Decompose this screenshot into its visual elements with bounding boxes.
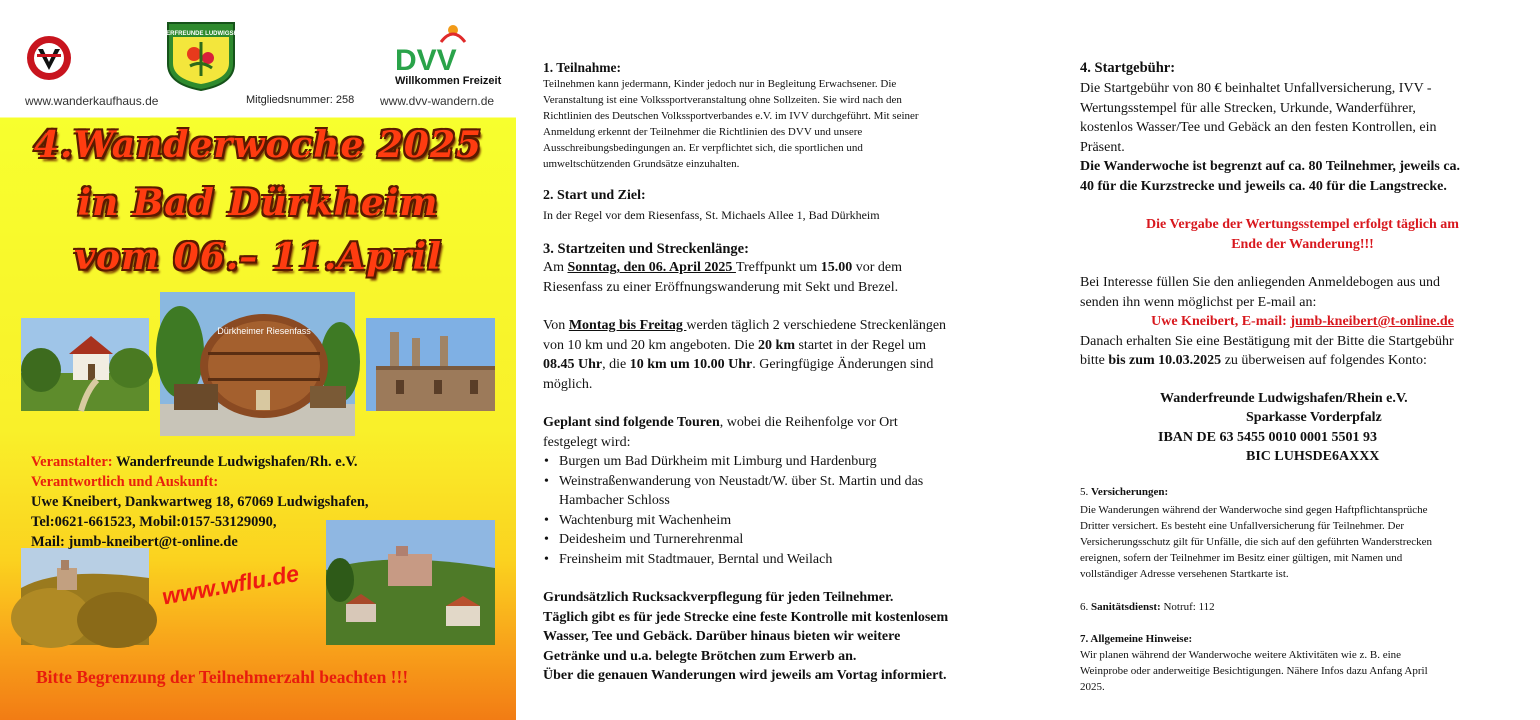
section-7-l3: 2025. — [1080, 681, 1105, 693]
sunday-date: Sonntag, den 06. April 2025 — [567, 260, 736, 275]
weekday-range: Montag bis Freitag — [568, 318, 687, 333]
section-7-l1: Wir planen während der Wanderwoche weitere Aktivitäten wie z. B. eine — [1080, 649, 1402, 661]
section-2-text: In der Regel vor dem Riesenfass, St. Michaels Allee 1, Bad Dürkheim — [543, 208, 880, 222]
section-sanitaetsdienst — [1080, 599, 1525, 615]
bank-holder: Wanderfreunde Ludwigshafen/Rhein e.V. — [1160, 390, 1408, 406]
stamp-notice-1: Die Vergabe der Wertungsstempel erfolgt täglich am — [1146, 217, 1459, 232]
wanderfreunde-logo-text: WANDERFREUNDE LUDWIGSHAFEN — [147, 31, 255, 37]
section-3-sunday-2: Riesenfass zu einer Eröffnungswanderung mit Sekt und Brezel. — [543, 279, 899, 295]
photo-riesenfass — [160, 292, 355, 436]
section-3-sunday — [543, 258, 1023, 278]
list-item-cont: Hambacher Schloss — [559, 493, 670, 508]
text: werden täglich 2 verschiedene Streckenlängen — [686, 318, 947, 333]
section-1-text-3: Richtlinien des Deutschen Volkssportverbandes e.V. im IVV durchgeführt. Mit seiner — [543, 110, 919, 122]
headline-line-3: vom 06.– 11.April — [74, 236, 442, 278]
headline-line-1: 4.Wanderwoche 2025 — [33, 124, 483, 166]
section-4-title: 4. Startgebühr: — [1080, 60, 1176, 76]
closing-4: Getränke und u.a. belegte Brötchen zum Erwerb an. — [543, 648, 857, 664]
member-number: Mitgliedsnummer: 258 — [246, 94, 355, 106]
wanderfreunde-logo-icon — [147, 20, 255, 92]
list-item: • Weinstraßenwanderung von Neustadt/W. über St. Martin und das — [543, 472, 1023, 492]
section-1-text-5: Ausschreibungsbedingungen an. Er verpflichtet sich, die sportlichen und — [543, 142, 863, 154]
text: Am — [543, 260, 568, 275]
touren-bold: Geplant sind folgende Touren — [543, 415, 720, 430]
section-versicherungen — [1080, 484, 1525, 582]
text: Notruf: 112 — [1160, 601, 1215, 613]
section-1-text-1: Teilnehmen kann jedermann, Kinder jedoch nur in Begleitung Erwachsener. Die — [543, 78, 897, 90]
closing-2: Täglich gibt es für jede Strecke eine feste Kontrolle mit kostenlosem — [543, 609, 949, 625]
section-5-l1: Die Wanderungen während der Wanderwoche sind gegen Haftpflichtansprüche — [1080, 504, 1428, 516]
headline-line-2: in Bad Dürkheim — [77, 182, 439, 224]
contact-name: Uwe Kneibert, E-mail: — [1151, 314, 1291, 329]
section-6 — [1080, 599, 1525, 615]
section-4-limit-2: 40 für die Kurzstrecke und jeweils ca. 40 für die Langstrecke. — [1080, 178, 1447, 194]
organizer-label: Veranstalter: — [31, 454, 113, 470]
url-wflu[interactable]: www.wflu.de — [160, 559, 301, 610]
bank-bic: BIC LUHSDE6AXXX — [1246, 449, 1380, 464]
text: Von — [543, 318, 569, 333]
section-5-l3: Versicherungsschutz gilt für Unfälle, die sich auf den geführten Wanderstrecken — [1080, 536, 1433, 548]
contact-phone: Tel:0621-661523, Mobil:0157-53129090, — [31, 514, 277, 530]
time-0845: 08.45 Uhr — [543, 357, 603, 372]
interest-1: Bei Interesse füllen Sie den anliegenden Anmeldebogen aus und — [1080, 275, 1441, 290]
organizer-value: Wanderfreunde Ludwigshafen/Rh. e.V. — [112, 454, 358, 470]
text: zu überweisen auf folgendes Konto: — [1221, 353, 1427, 368]
ivv-logo-icon — [25, 34, 73, 82]
text: Sanitätsdienst: — [1091, 601, 1161, 613]
interest-3: Danach erhalten Sie eine Bestätigung mit der Bitte die Startgebühr — [1080, 333, 1454, 349]
section-5-l5: vollständiger Adresse versehenen Startkarte ist. — [1080, 568, 1289, 580]
text: vor dem — [852, 260, 902, 275]
contact-email-link[interactable]: jumb-kneibert@t-online.de — [1290, 314, 1454, 329]
payment-deadline: bis zum 10.03.2025 — [1108, 353, 1222, 368]
text: . Geringfügige Änderungen sind — [752, 357, 934, 372]
stamp-notice-2: Ende der Wanderung!!! — [1231, 236, 1374, 252]
section-teilnahme — [543, 60, 1023, 172]
list-item: • Deidesheim und Turnerehrenmal — [543, 530, 1023, 550]
contact-address: Uwe Kneibert, Dankwartweg 18, 67069 Ludwigshafen, — [31, 494, 369, 510]
text: , die — [602, 357, 630, 372]
url-dvv[interactable]: www.dvv-wandern.de — [380, 94, 495, 108]
text: Versicherungen: — [1091, 486, 1169, 498]
section-3-weekdays-4: möglich. — [543, 376, 593, 392]
list-item: • Wachtenburg mit Wachenheim — [543, 511, 1023, 531]
section-start-ziel — [543, 188, 1023, 224]
dvv-logo-icon — [393, 22, 502, 92]
text: von 10 km und 20 km angeboten. Die — [543, 337, 759, 353]
section-1-text-2: Veranstaltung ist eine Volkssportveranstaltung ohne Sollzeiten. Sie wird nach den — [543, 94, 902, 106]
section-3-weekdays — [543, 316, 1023, 336]
text: startet in der Regel um — [794, 337, 927, 353]
interest-2: senden ihn wenn möglichst per E-mail an: — [1080, 294, 1317, 310]
section-5-title — [1080, 484, 1525, 500]
section-3-weekdays-3 — [543, 355, 1023, 375]
section-1-text-6: umweltschützenden Grundsätze einzuhalten. — [543, 158, 740, 170]
touren-intro-2: festgelegt wird: — [543, 434, 631, 450]
bank-iban: IBAN DE 63 5455 0010 0001 5501 93 — [1158, 429, 1377, 445]
section-startzeiten — [543, 241, 1023, 686]
bank-name: Sparkasse Vorderpfalz — [1246, 410, 1382, 425]
section-5-l2: Dritter versichert. Es besteht eine Unfallversicherung für Teilnehmer. Der — [1080, 520, 1405, 532]
section-2-title: 2. Start und Ziel: — [543, 188, 646, 203]
closing-5: Über die genauen Wanderungen wird jeweils am Vortag informiert. — [543, 668, 947, 683]
list-item: • Freinsheim mit Stadtmauer, Berntal und Weilach — [543, 550, 1023, 570]
section-4-l3: kostenlos Wasser/Tee und Gebäck an den festen Kontrollen, ein — [1080, 120, 1437, 135]
poster — [0, 0, 516, 720]
touren-intro — [543, 413, 1023, 433]
section-startgebuehr — [1080, 60, 1525, 467]
section-hinweise — [1080, 631, 1525, 695]
text: Treffpunkt um — [735, 260, 821, 275]
section-3-title: 3. Startzeiten und Streckenlänge: — [543, 241, 749, 257]
text: bitte — [1080, 353, 1109, 368]
organizer-block — [31, 452, 369, 552]
time-1000: 10 km um 10.00 Uhr — [629, 357, 753, 372]
riesenfass-sign: Dürkheimer Riesenfass — [217, 326, 311, 336]
section-1-title: 1. Teilnahme: — [543, 60, 622, 75]
closing-3: Wasser, Tee und Gebäck. Darüber hinaus bieten wir weitere — [543, 629, 901, 644]
interest-contact — [1080, 312, 1525, 332]
dvv-logo-sub: Willkommen Freizeit — [395, 75, 502, 87]
contact-mail[interactable]: Mail: jumb-kneibert@t-online.de — [31, 534, 238, 550]
url-wanderkaufhaus[interactable]: www.wanderkaufhaus.de — [25, 94, 159, 108]
photo-ruins — [366, 318, 495, 411]
section-7-title: 7. Allgemeine Hinweise: — [1080, 633, 1193, 645]
km-20: 20 km — [758, 337, 795, 353]
section-4-limit-1: Die Wanderwoche ist begrenzt auf ca. 80 Teilnehmer, jeweils ca. — [1080, 159, 1461, 174]
section-4-l4: Präsent. — [1080, 139, 1125, 155]
section-4-l2: Wertungsstempel für alle Strecken, Urkunde, Wanderführer, — [1080, 100, 1416, 116]
responsible-label: Verantwortlich und Auskunft: — [31, 474, 219, 490]
photo-chapel — [21, 318, 149, 411]
text: 6. — [1080, 601, 1091, 613]
section-3-weekdays-2 — [543, 336, 1023, 356]
section-4-l1: Die Startgebühr von 80 € beinhaltet Unfallversicherung, IVV - — [1080, 81, 1432, 96]
section-7-l2: Weinprobe oder anderweitige Besichtigungen. Nähere Infos dazu Anfang April — [1080, 665, 1428, 677]
sunday-time: 15.00 — [820, 260, 853, 275]
dvv-logo-word: DVV — [395, 44, 457, 77]
list-item: • Burgen um Bad Dürkheim mit Limburg und Hardenburg — [543, 452, 1023, 472]
closing-1: Grundsätzlich Rucksackverpflegung für jeden Teilnehmer. — [543, 590, 894, 605]
text: 5. — [1080, 486, 1091, 498]
interest-4 — [1080, 351, 1525, 371]
photo-castle-forest — [21, 548, 149, 645]
section-1-text-4: Anmeldung erkennt der Teilnehmer die Richtlinien des DVV und unsere — [543, 126, 863, 138]
section-5-l4: ereignen, sofern der Teilnehmer im Besitz einer gültigen, mit Namen und — [1080, 552, 1403, 564]
participant-limit-notice: Bitte Begrenzung der Teilnehmerzahl beachten !!! — [36, 667, 409, 687]
text: , wobei die Reihenfolge vor Ort — [719, 415, 898, 430]
